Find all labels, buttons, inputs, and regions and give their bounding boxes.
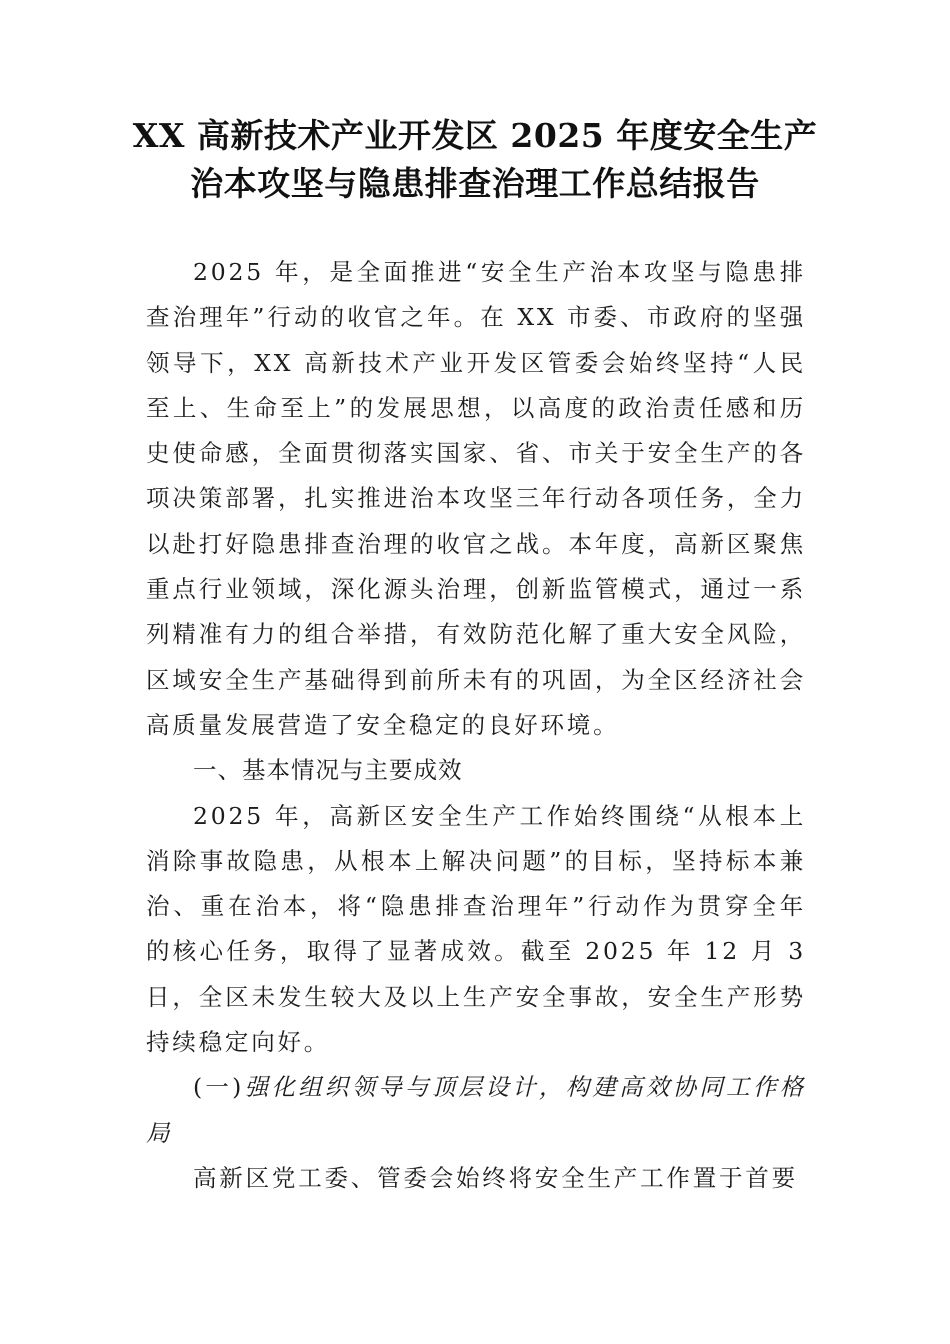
subsection-1-heading [146, 1065, 806, 1156]
subsection-1-paragraph: 高新区党工委、管委会始终将安全生产工作置于首要 [193, 1163, 798, 1192]
section-1-paragraph: 2025 年，高新区安全生产工作始终围绕“从根本上消除事故隐患，从根本上解决问题”的目标，坚持标本兼治、重在治本，将“隐患排查治理年”行动作为贯穿全年的核心任务，取得了显著成效。截至 2025 年 12 月 3 日，全区未发生较大及以上生产安全事故，安全生产形势持续稳定向好。 [146, 801, 806, 1057]
document-title: XX 高新技术产业开发区 2025 年度安全生产治本攻坚与隐患排查治理工作总结报告 [132, 116, 818, 203]
section-1-heading: 一、基本情况与主要成效 [193, 756, 463, 785]
subsection-1-number: (一) [193, 1073, 245, 1102]
subsection-1-heading-text: 强化组织领导与顶层设计，构建高效协同工作格局 [146, 1073, 806, 1147]
document-body [146, 250, 806, 1201]
intro-paragraph: 2025 年，是全面推进“安全生产治本攻坚与隐患排查治理年”行动的收官之年。在 XX 市委、市政府的坚强领导下，XX 高新技术产业开发区管委会始终坚持“人民至上、生命至上”的发展思想，以高度的政治责任感和历史使命感，全面贯彻落实国家、省、市关于安全生产的各项决策部署，扎实推进治本攻坚三年行动各项任务，全力以赴打好隐患排查治理的收官之战。本年度，高新区聚焦重点行业领域，深化源头治理，创新监管模式，通过一系列精准有力的组合举措，有效防范化解了重大安全风险，区域安全生产基础得到前所未有的巩固，为全区经济社会高质量发展营造了安全稳定的良好环境。 [146, 258, 806, 739]
